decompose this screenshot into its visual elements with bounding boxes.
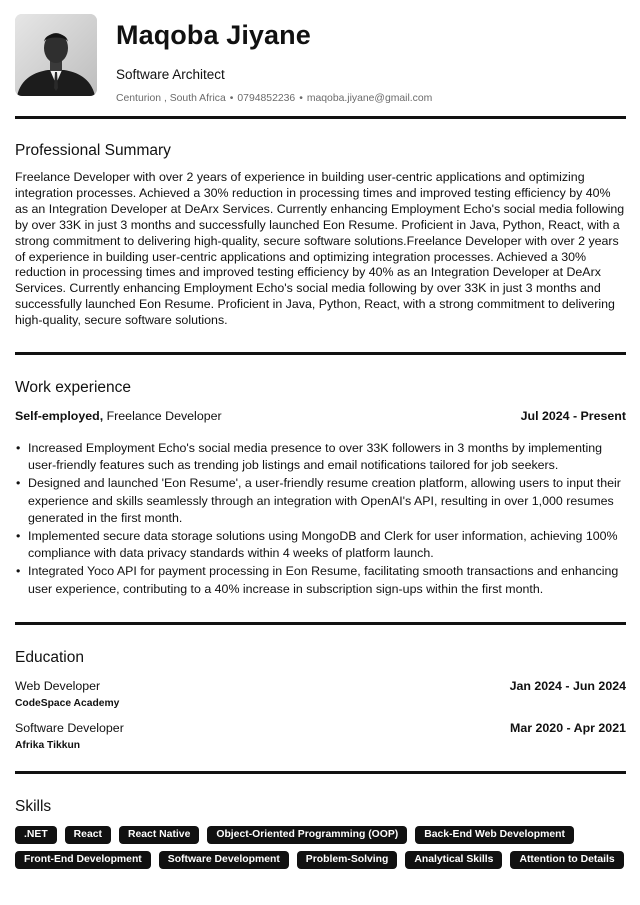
skills-heading: Skills	[15, 798, 52, 815]
section-divider	[15, 352, 626, 355]
job-bullet: • Integrated Yoco API for payment processing in Eon Resume, facilitating smooth transactions and enhancing user experience, contributing to a 40% increase in subscription sign-ups within the first month.	[15, 563, 627, 597]
skill-chip: React Native	[119, 826, 199, 844]
profile-photo	[15, 14, 97, 96]
skills-list	[15, 826, 627, 869]
skill-chip: Front-End Development	[15, 851, 151, 869]
resume-header	[15, 14, 625, 104]
separator-dot: •	[299, 93, 303, 104]
candidate-title: Software Architect	[116, 67, 225, 82]
skill-chip: Attention to Details	[510, 851, 623, 869]
education-degree: Web Developer	[15, 679, 101, 693]
separator-dot: •	[229, 93, 234, 104]
summary-text: Freelance Developer with over 2 years of experience in building user-centric applications and optimizing integration processes. Achieved a 30% reduction in processing times and improved testing efficiency by 40% as an Integration Developer at DeArx Services. Currently enhancing Employment Echo's social media following by over 33K in just 3 months and successfully launched Eon Resume. Proficient in Java, Python, React, with a strong commitment to delivering high-quality, secure software solutions.Freelance Developer with over 2 years of experience in building user-centric applications and optimizing integration processes. Achieved a 30% reduction in processing times and improved testing efficiency by 40% as an Integration Developer at DeArx Services. Currently enhancing Employment Echo's social media following by over 33K in just 3 months and successfully launched Eon Resume. Proficient in Java, Python, React, with a strong commitment to delivering high-quality, secure software solutions.	[15, 170, 625, 328]
skill-chip: React	[65, 826, 111, 844]
skill-chip: Software Development	[159, 851, 289, 869]
contact-line	[116, 93, 432, 104]
section-divider	[15, 116, 626, 119]
phone-text: 0794852236	[237, 93, 296, 104]
job-bullet: • Implemented secure data storage solutions using MongoDB and Clerk for user information, achieving 100% compliance with data privacy standards within 4 weeks of platform launch.	[15, 528, 627, 562]
work-heading: Work experience	[15, 379, 132, 396]
education-heading: Education	[15, 649, 84, 666]
job-employer-role	[15, 409, 222, 423]
job-role: Freelance Developer	[106, 409, 222, 423]
education-entry	[15, 679, 626, 713]
education-dates: Mar 2020 - Apr 2021	[510, 721, 626, 735]
job-dates: Jul 2024 - Present	[520, 409, 626, 423]
job-employer: Self-employed,	[15, 409, 104, 423]
skill-chip: Back-End Web Development	[415, 826, 574, 844]
job-bullet: • Increased Employment Echo's social media presence to over 33K followers in 3 months by implementing user-friendly features such as trending job listings and email notifications tailored for job seekers.	[15, 440, 627, 474]
location-text: Centurion , South Africa	[116, 93, 226, 104]
section-divider	[15, 622, 626, 625]
education-institution: Afrika Tikkun	[15, 740, 81, 751]
skill-chip: Analytical Skills	[405, 851, 502, 869]
summary-heading: Professional Summary	[15, 142, 171, 159]
education-degree: Software Developer	[15, 721, 124, 735]
education-dates: Jan 2024 - Jun 2024	[509, 679, 626, 693]
education-entry	[15, 721, 626, 755]
education-institution: CodeSpace Academy	[15, 698, 120, 709]
section-divider	[15, 771, 626, 774]
skill-chip: Object-Oriented Programming (OOP)	[207, 826, 407, 844]
skill-chip: .NET	[15, 826, 57, 844]
job-bullet-list	[15, 440, 627, 599]
skill-chip: Problem-Solving	[297, 851, 398, 869]
job-bullet: • Designed and launched 'Eon Resume', a user-friendly resume creation platform, allowing users to input their experience and skills seamlessly through an integration with OpenAI's API, resulting in over 1,000 resumes generated in the first month.	[15, 475, 627, 527]
profile-photo-image	[15, 14, 97, 96]
email-link[interactable]: maqoba.jiyane@gmail.com	[306, 93, 433, 104]
candidate-name: Maqoba Jiyane	[116, 20, 311, 50]
job-header	[15, 409, 626, 425]
